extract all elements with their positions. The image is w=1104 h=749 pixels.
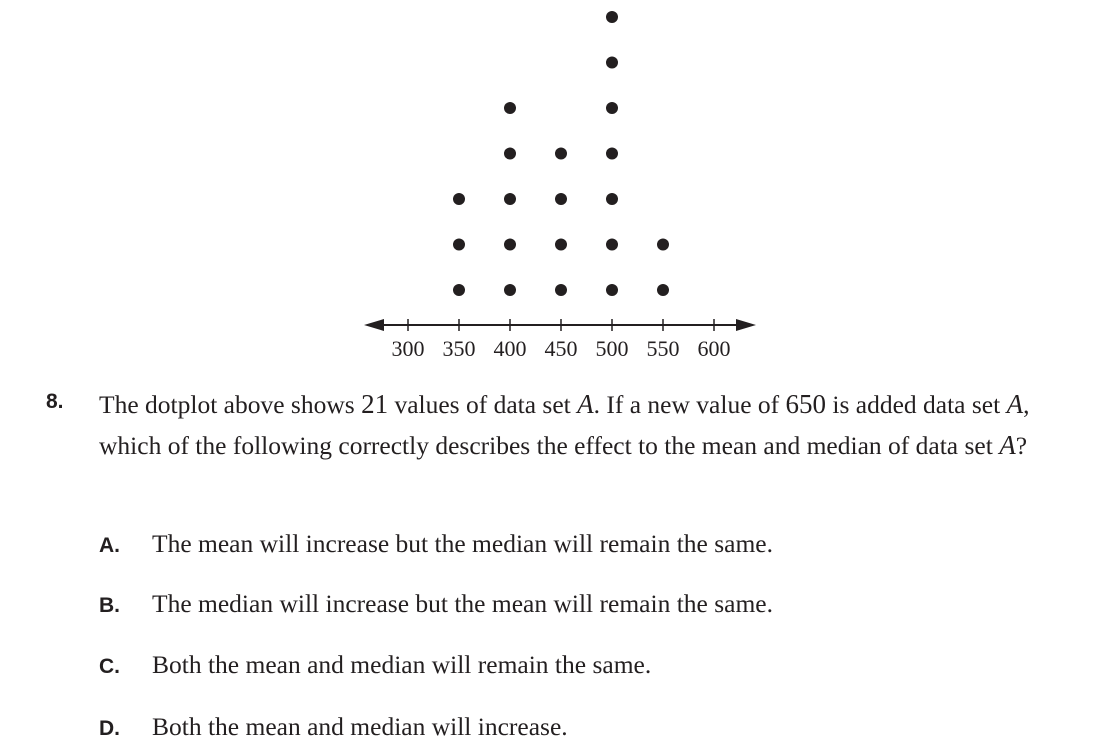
stem-part: ? [1015,431,1028,460]
stem-number: 650 [785,389,826,419]
x-axis-left-arrow [364,319,384,331]
data-dot [504,102,516,114]
choice-b[interactable] [99,586,1079,626]
data-dot [606,57,618,69]
data-dot [657,284,669,296]
stem-variable: A [577,389,594,419]
x-tick-label: 400 [493,336,527,361]
x-tick-label: 350 [442,336,476,361]
data-dot [606,284,618,296]
data-dot [606,11,618,23]
data-dot [555,193,567,205]
stem-variable: A [1006,389,1024,419]
stem-part: values of data set [388,390,578,419]
stem-part: , which of the following correctly describes the effect to the mean and median of data set [99,390,1030,460]
data-dot [453,193,465,205]
data-dot [555,239,567,251]
choice-text: Both the mean and median will increase. [152,712,568,741]
choice-text: The mean will increase but the median will remain the same. [152,529,773,558]
x-tick-label: 550 [646,336,680,361]
data-dot [555,148,567,160]
dotplot-chart [0,0,1104,370]
choice-a[interactable] [99,526,1079,566]
stem-part: The dotplot above shows [99,390,362,419]
x-tick-label: 500 [595,336,629,361]
data-dot [555,284,567,296]
x-axis-right-arrow [736,319,756,331]
x-tick-label: 450 [544,336,578,361]
x-tick-label: 300 [391,336,425,361]
stem-part: . If a new value of [593,390,786,419]
choice-text: Both the mean and median will remain the same. [152,650,652,679]
choice-letter: B. [99,594,120,617]
choice-letter: D. [99,717,120,740]
data-dot [504,193,516,205]
data-dot [504,239,516,251]
data-dot [657,239,669,251]
data-dot [504,284,516,296]
data-dot [453,284,465,296]
question-number: 8. [46,390,64,413]
choice-text: The median will increase but the mean will remain the same. [152,589,773,618]
choice-c[interactable] [99,647,1079,687]
data-dot [504,148,516,160]
x-tick-label: 600 [697,336,731,361]
choice-letter: A. [99,534,120,557]
data-dot [606,148,618,160]
choice-letter: C. [99,655,120,678]
data-dot [453,239,465,251]
stem-number: 21 [361,389,389,419]
stem-variable: A [999,430,1016,460]
data-dot [606,193,618,205]
data-dot [606,102,618,114]
choice-d[interactable] [99,709,1079,749]
question-stem [99,384,1084,466]
stem-part: is added data set [826,390,1007,419]
data-dot [606,239,618,251]
